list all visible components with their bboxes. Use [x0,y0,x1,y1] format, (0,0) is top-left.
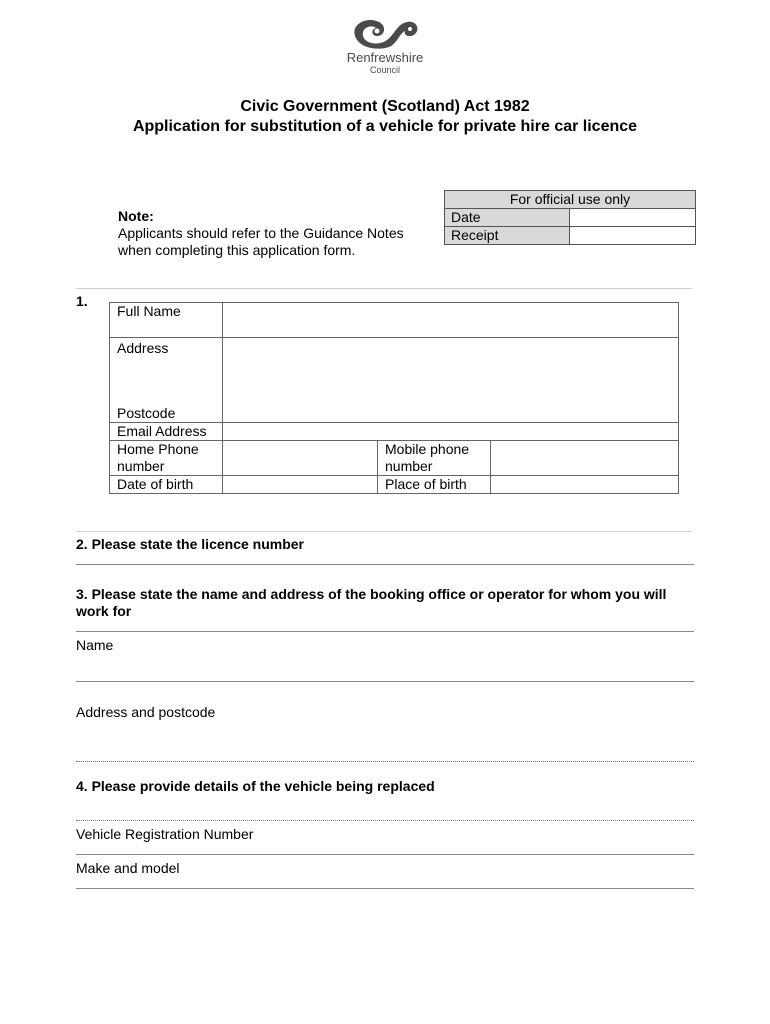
section3-rule [76,631,694,632]
operator-address-line[interactable] [76,761,694,762]
official-receipt-label: Receipt [445,227,570,245]
section4-rule [76,820,694,821]
place-of-birth-label: Place of birth [378,476,491,494]
address-field[interactable] [223,338,679,423]
home-phone-field[interactable] [223,441,378,476]
email-label: Email Address [110,423,223,441]
postcode-label: Postcode [110,405,223,423]
full-name-label: Full Name [110,303,223,338]
section1-number: 1. [76,293,88,309]
make-model-label: Make and model [76,860,180,876]
separator [76,288,692,289]
operator-name-label: Name [76,637,114,653]
section3-question: 3. Please state the name and address of the booking office or operator for whom you will work for [76,586,667,619]
separator [76,531,692,532]
mobile-phone-label: Mobile phone number [378,441,491,476]
place-of-birth-field[interactable] [491,476,679,494]
logo-subtitle: Council [369,65,400,75]
operator-address-label: Address and postcode [76,704,216,720]
vehicle-reg-label: Vehicle Registration Number [76,826,254,842]
note-text: Applicants should refer to the Guidance Notes when completing this application form. [118,225,404,258]
official-use-table [444,190,696,245]
section2-question: 2. Please state the licence number [76,536,304,552]
full-name-field[interactable] [223,303,679,338]
home-phone-label: Home Phone number [110,441,223,476]
swirl-logo-icon [349,14,421,50]
official-use-heading: For official use only [445,191,696,209]
vehicle-reg-line[interactable] [76,854,694,855]
official-receipt-field[interactable] [570,227,696,245]
title-act: Civic Government (Scotland) Act 1982 [240,98,530,115]
council-logo [330,14,440,84]
applicant-details-table [109,302,679,494]
official-date-label: Date [445,209,570,227]
email-field[interactable] [223,423,679,441]
make-model-line[interactable] [76,888,694,889]
dob-label: Date of birth [110,476,223,494]
note-heading: Note: [118,208,154,224]
mobile-phone-field[interactable] [491,441,679,476]
title-application: Application for substitution of a vehicle for private hire car licence [132,118,638,135]
official-date-field[interactable] [570,209,696,227]
dob-field[interactable] [223,476,378,494]
address-label: Address [110,338,223,405]
section4-question: 4. Please provide details of the vehicle being replaced [76,778,435,794]
operator-name-line[interactable] [76,681,694,682]
licence-number-line[interactable] [76,564,694,565]
logo-name: Renfrewshire [346,50,424,65]
